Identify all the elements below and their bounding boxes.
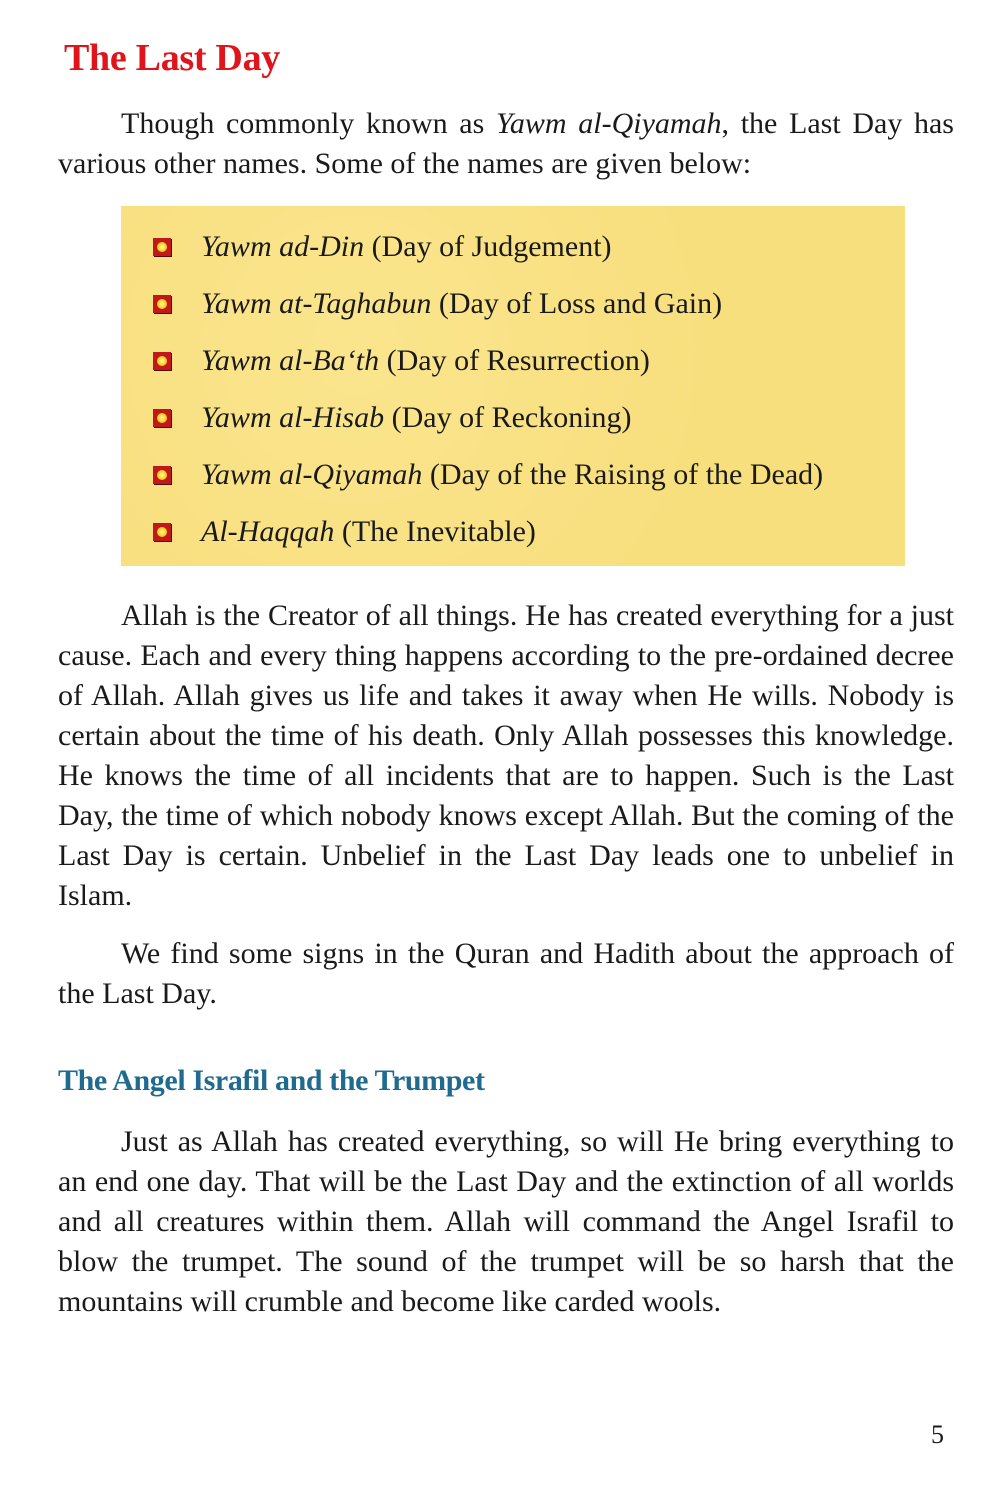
- list-item: [121, 503, 823, 560]
- name-meaning: (Day of the Raising of the Dead): [422, 457, 824, 491]
- sun-square-icon: [153, 466, 171, 484]
- section-heading: The Angel Israfil and the Trumpet: [58, 1064, 485, 1097]
- names-list: [121, 218, 823, 560]
- intro-paragraph: [58, 104, 954, 184]
- body-paragraph-israfil: Just as Allah has created everything, so will He bring everything to an end one day. That will be the Last Day and the extinction of all worlds and all creatures within them. Allah will command the Angel Israfil to blow the trumpet. The sound of the trumpet will be so harsh that the mountains will crumble and become like carded wools.: [58, 1125, 954, 1318]
- body-paragraph-signs: We find some signs in the Quran and Hadith about the approach of the Last Day.: [58, 937, 954, 1010]
- name-term: Yawm al-Ba‘th: [201, 343, 380, 377]
- list-item: [121, 389, 823, 446]
- name-term: Yawm al-Qiyamah: [201, 457, 423, 491]
- name-term: Yawm al-Hisab: [201, 400, 385, 434]
- name-meaning: (Day of Reckoning): [384, 400, 632, 434]
- name-term: Yawm ad-Din: [201, 229, 365, 263]
- name-term: Al-Haqqah: [201, 514, 335, 548]
- body-paragraph-creator: Allah is the Creator of all things. He has created everything for a just cause. Each and every thing happens according to the pre-ordained decree of Allah. Allah gives us life and takes it away when He wills. Nobody is certain about the time of his death. Only Allah possesses this knowledge. He knows the time of all incidents that are to happen. Such is the Last Day, the time of which nobody knows except Allah. But the coming of the Last Day is certain. Unbelief in the Last Day leads one to unbelief in Islam.: [58, 599, 954, 912]
- page-number: 5: [931, 1420, 944, 1449]
- name-meaning: (Day of Loss and Gain): [431, 286, 723, 320]
- page-title: The Last Day: [64, 37, 280, 79]
- intro-text-after: , the Last Day has various other names. Some of the names are given below:: [58, 107, 954, 180]
- list-item: [121, 332, 823, 389]
- list-item: [121, 275, 823, 332]
- list-item: [121, 446, 823, 503]
- sun-square-icon: [153, 409, 171, 427]
- sun-square-icon: [153, 352, 171, 370]
- name-meaning: (Day of Resurrection): [379, 343, 650, 377]
- name-meaning: (Day of Judgement): [364, 229, 612, 263]
- list-item: [121, 218, 823, 275]
- names-box: [121, 206, 905, 566]
- name-term: Yawm at-Taghabun: [201, 286, 432, 320]
- sun-square-icon: [153, 523, 171, 541]
- intro-text-before: Though commonly known as: [121, 107, 496, 140]
- sun-square-icon: [153, 295, 171, 313]
- intro-italic-term: Yawm al-Qiyamah: [495, 107, 722, 140]
- name-meaning: (The Inevitable): [334, 514, 536, 548]
- sun-square-icon: [153, 238, 171, 256]
